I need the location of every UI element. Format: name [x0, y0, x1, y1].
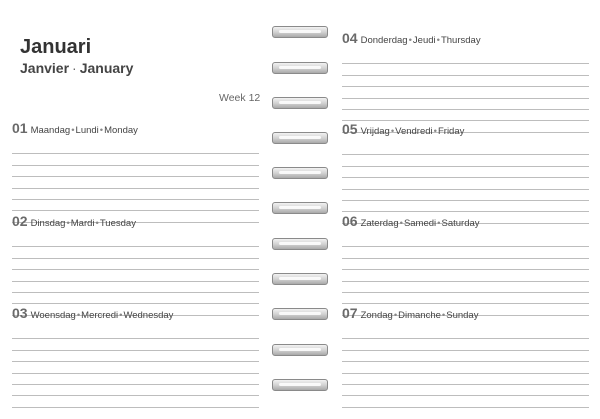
month-heading [20, 36, 133, 76]
ruled-line [12, 396, 259, 407]
day-name-dutch: Zondag [360, 310, 393, 321]
day-name-french: Jeudi [412, 35, 436, 46]
name-separator: • [390, 126, 395, 137]
day-header [12, 120, 259, 140]
ruled-line [342, 167, 589, 178]
binding-ring [272, 344, 328, 356]
day-name-english: Sunday [446, 310, 479, 321]
name-separator: • [441, 310, 446, 321]
ruled-line [12, 282, 259, 293]
day-name-english: Wednesday [123, 310, 174, 321]
day-number: 02 [12, 213, 28, 229]
ruled-line [12, 236, 259, 247]
ruled-line [342, 247, 589, 258]
day-header [12, 213, 259, 233]
ruled-line [342, 76, 589, 87]
ruled-line [342, 351, 589, 362]
ruled-line [342, 385, 589, 396]
day-name-english: Saturday [441, 218, 480, 229]
day-name-french: Vendredi [395, 126, 433, 137]
writing-lines[interactable] [12, 236, 259, 316]
day-names [361, 126, 465, 137]
ruled-line [12, 374, 259, 385]
day-name-french: Dimanche [398, 310, 441, 321]
binding-ring [272, 132, 328, 144]
ruled-line [342, 362, 589, 373]
ruled-line [342, 328, 589, 339]
day-name-english: Thursday [440, 35, 481, 46]
binding-ring [272, 308, 328, 320]
name-separator: • [99, 125, 104, 136]
ruled-line [342, 282, 589, 293]
name-separator: • [393, 310, 398, 321]
month-title-french: Janvier [20, 60, 70, 76]
day-name-french: Mardi [70, 218, 95, 229]
writing-lines[interactable] [342, 236, 589, 316]
day-name-english: Monday [104, 125, 138, 136]
day-names [361, 310, 479, 321]
day-section-thursday [342, 30, 589, 133]
binding-ring [272, 202, 328, 214]
binding-ring [272, 379, 328, 391]
writing-lines[interactable] [342, 328, 589, 408]
binding-ring [272, 167, 328, 179]
day-number: 03 [12, 305, 28, 321]
day-section-wednesday [12, 305, 259, 408]
day-name-english: Tuesday [99, 218, 136, 229]
ruled-line [342, 190, 589, 201]
binding-ring [272, 97, 328, 109]
writing-lines[interactable] [12, 143, 259, 223]
day-section-tuesday [12, 213, 259, 316]
ruled-line [342, 339, 589, 350]
ruled-line [342, 155, 589, 166]
day-names [31, 218, 136, 229]
month-title-english: January [79, 60, 134, 76]
ruled-line [12, 362, 259, 373]
name-separator: • [436, 35, 440, 46]
day-name-dutch: Donderdag [360, 35, 408, 46]
ruled-line [342, 259, 589, 270]
binding-ring [272, 26, 328, 38]
ruled-line [12, 189, 259, 200]
month-subtitle [20, 60, 133, 76]
ruled-line [342, 293, 589, 304]
writing-lines[interactable] [342, 144, 589, 224]
day-section-sunday [342, 305, 589, 408]
day-name-dutch: Maandag [30, 125, 71, 136]
name-separator: • [433, 126, 437, 137]
ruled-line [342, 270, 589, 281]
day-name-french: Mercredi [81, 310, 119, 321]
ruled-line [12, 200, 259, 211]
day-header [342, 305, 589, 325]
binding-ring [272, 238, 328, 250]
ruled-line [12, 166, 259, 177]
day-header [12, 305, 259, 325]
name-separator: • [71, 125, 75, 136]
name-separator: • [119, 310, 123, 321]
ruled-line [342, 144, 589, 155]
month-title-dutch: Januari [20, 36, 92, 58]
day-name-english: Friday [437, 126, 465, 137]
day-number: 06 [342, 213, 358, 229]
day-header [342, 121, 589, 141]
day-section-monday [12, 120, 259, 223]
day-name-dutch: Zaterdag [360, 218, 399, 229]
ruled-line [12, 351, 259, 362]
ruled-line [342, 396, 589, 407]
name-separator: • [76, 310, 81, 321]
binding-ring [272, 62, 328, 74]
ruled-line [342, 87, 589, 98]
name-separator: • [399, 218, 403, 229]
ruled-line [12, 154, 259, 165]
day-number: 07 [342, 305, 358, 321]
name-separator: • [408, 35, 412, 46]
ruled-line [12, 143, 259, 154]
ruled-line [12, 177, 259, 188]
ruled-line [342, 374, 589, 385]
month-separator: · [72, 60, 77, 76]
week-number: Week 12 [219, 92, 261, 104]
writing-lines[interactable] [12, 328, 259, 408]
ruled-line [342, 99, 589, 110]
day-names [361, 218, 480, 229]
day-names [31, 125, 138, 136]
ruled-line [12, 293, 259, 304]
name-separator: • [66, 218, 70, 229]
ruled-line [342, 178, 589, 189]
ruled-line [342, 64, 589, 75]
day-name-dutch: Vrijdag [360, 126, 390, 137]
day-name-french: Samedi [403, 218, 437, 229]
ruled-line [342, 201, 589, 212]
day-names [361, 35, 481, 46]
day-name-french: Lundi [75, 125, 99, 136]
day-number: 01 [12, 120, 28, 136]
day-section-saturday [342, 213, 589, 316]
day-header [342, 213, 589, 233]
name-separator: • [95, 218, 99, 229]
ruled-line [12, 339, 259, 350]
day-name-dutch: Dinsdag [30, 218, 66, 229]
day-number: 05 [342, 121, 358, 137]
name-separator: • [437, 218, 441, 229]
ruled-line [342, 53, 589, 64]
day-number: 04 [342, 30, 358, 46]
ruled-line [12, 247, 259, 258]
binding-ring [272, 273, 328, 285]
ruled-line [12, 385, 259, 396]
ruled-line [12, 328, 259, 339]
ruled-line [342, 110, 589, 121]
ruled-line [12, 259, 259, 270]
day-names [31, 310, 174, 321]
day-header [342, 30, 589, 50]
day-section-friday [342, 121, 589, 224]
ruled-line [12, 270, 259, 281]
ruled-line [342, 236, 589, 247]
day-name-dutch: Woensdag [30, 310, 76, 321]
